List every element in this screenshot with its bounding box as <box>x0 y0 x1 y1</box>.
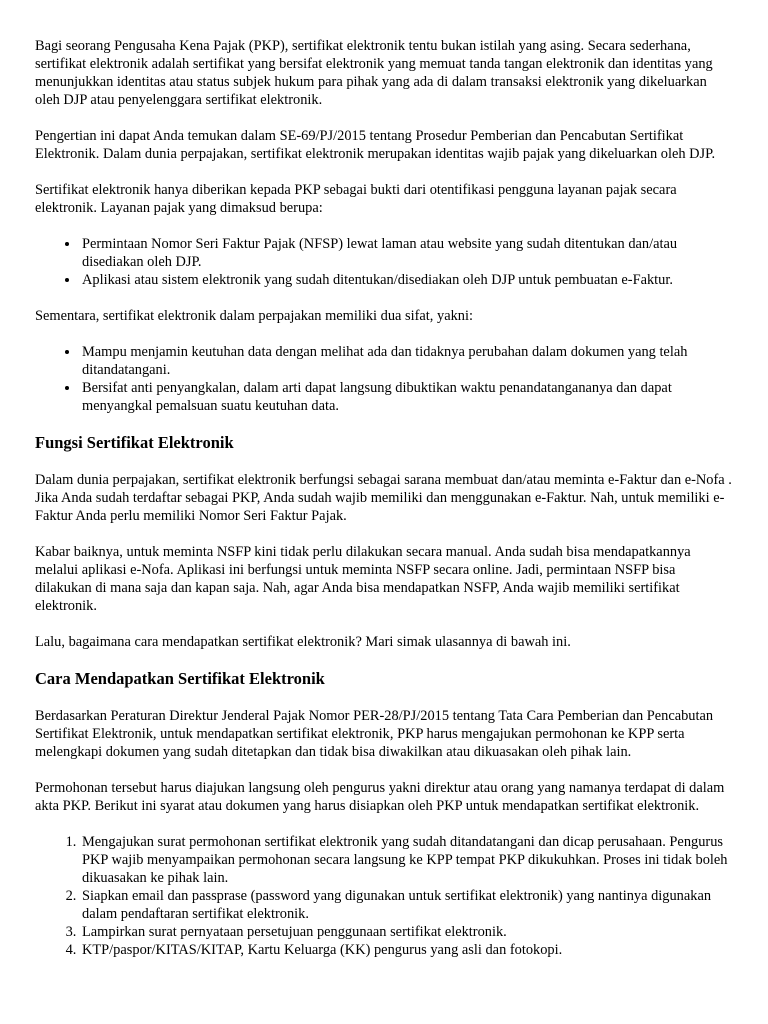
list-item: • Bersifat anti penyangkalan, dalam arti dapat langsung dibuktikan waktu penandatangananya dan dapat menyangkal pemalsuan suatu keutuhan data. <box>80 379 735 415</box>
list-item: 4. KTP/paspor/KITAS/KITAP, Kartu Keluarga (KK) pengurus yang asli dan fotokopi. <box>80 941 735 959</box>
nsfp-paragraph: Kabar baiknya, untuk meminta NSFP kini tidak perlu dilakukan secara manual. Anda sudah bisa mendapatkannya melalui aplikasi e-Nofa. Aplikasi ini berfungsi untuk meminta NSFP secara online. Jadi, permintaan NSFP bisa dilakukan di mana saja dan kapan saja. Nah, agar Anda bisa mendapatkan NSFP, Anda wajib memiliki sertifikat elektronik. <box>35 544 691 614</box>
list-item: • Permintaan Nomor Seri Faktur Pajak (NFSP) lewat laman atau website yang sudah ditentukan dan/atau disediakan oleh DJP. <box>80 235 735 271</box>
list-item: • Aplikasi atau sistem elektronik yang sudah ditentukan/disediakan oleh DJP untuk pembuatan e-Faktur. <box>80 271 735 289</box>
properties-intro-paragraph: Sementara, sertifikat elektronik dalam perpajakan memiliki dua sifat, yakni: <box>35 308 473 324</box>
services-list <box>35 235 735 289</box>
properties-list <box>35 343 735 415</box>
list-item: 2. Siapkan email dan passprase (password yang digunakan untuk sertifikat elektronik) yang nantinya digunakan dalam pendaftaran sertifikat elektronik. <box>80 887 735 923</box>
services-intro-paragraph: Sertifikat elektronik hanya diberikan kepada PKP sebagai bukti dari otentifikasi pengguna layanan pajak secara elektronik. Layanan pajak yang dimaksud berupa: <box>35 182 677 216</box>
document-page <box>35 37 735 977</box>
requirements-list <box>35 833 735 959</box>
list-item: 3. Lampirkan surat pernyataan persetujuan penggunaan sertifikat elektronik. <box>80 923 735 941</box>
section-heading-cara: Cara Mendapatkan Sertifikat Elektronik <box>35 669 325 688</box>
regulation-paragraph: Berdasarkan Peraturan Direktur Jenderal Pajak Nomor PER-28/PJ/2015 tentang Tata Cara Pemberian dan Pencabutan Sertifikat Elektronik, untuk mendapatkan sertifikat elektronik, PKP harus mengajukan permohonan ke KPP serta melengkapi dokumen yang sudah ditetapkan dan tidak bisa diwakilkan atau dikuasakan oleh pihak lain. <box>35 708 714 760</box>
definition-source-paragraph: Pengertian ini dapat Anda temukan dalam SE-69/PJ/2015 tentang Prosedur Pemberian dan Pencabutan Sertifikat Elektronik. Dalam dunia perpajakan, sertifikat elektronik merupakan identitas wajib pajak yang dikeluarkan oleh DJP. <box>35 128 716 162</box>
function-paragraph: Dalam dunia perpajakan, sertifikat elektronik berfungsi sebagai sarana membuat dan/atau meminta e-Faktur dan e-Nofa . Jika Anda sudah terdaftar sebagai PKP, Anda sudah wajib memiliki dan menggunakan e-Faktur. Nah, untuk memiliki e-Faktur Anda perlu memiliki Nomor Seri Faktur Pajak. <box>35 472 732 524</box>
application-paragraph: Permohonan tersebut harus diajukan langsung oleh pengurus yakni direktur atau orang yang namanya terdapat di dalam akta PKP. Berikut ini syarat atau dokumen yang harus disiapkan oleh PKP untuk mendapatkan sertifikat elektronik. <box>35 780 725 814</box>
list-item: 1. Mengajukan surat permohonan sertifikat elektronik yang sudah ditandatangani dan dicap perusahaan. Pengurus PKP wajib menyampaikan permohonan secara langsung ke KPP tempat PKP dikukuhkan. Proses ini tidak boleh dikuasakan ke pihak lain. <box>80 833 735 887</box>
list-item: • Mampu menjamin keutuhan data dengan melihat ada dan tidaknya perubahan dalam dokumen yang telah ditandatangani. <box>80 343 735 379</box>
section-heading-fungsi: Fungsi Sertifikat Elektronik <box>35 433 234 452</box>
intro-paragraph: Bagi seorang Pengusaha Kena Pajak (PKP), sertifikat elektronik tentu bukan istilah yang asing. Secara sederhana, sertifikat elektronik adalah sertifikat yang bersifat elektronik yang memuat tanda tangan elektronik dan identitas yang menunjukkan identitas atau status subjek hukum para pihak yang ada di dalam transaksi elektronik yang dikeluarkan oleh DJP atau penyelenggara sertifikat elektronik. <box>35 38 713 108</box>
transition-paragraph: Lalu, bagaimana cara mendapatkan sertifikat elektronik? Mari simak ulasannya di bawah ini. <box>35 634 571 650</box>
